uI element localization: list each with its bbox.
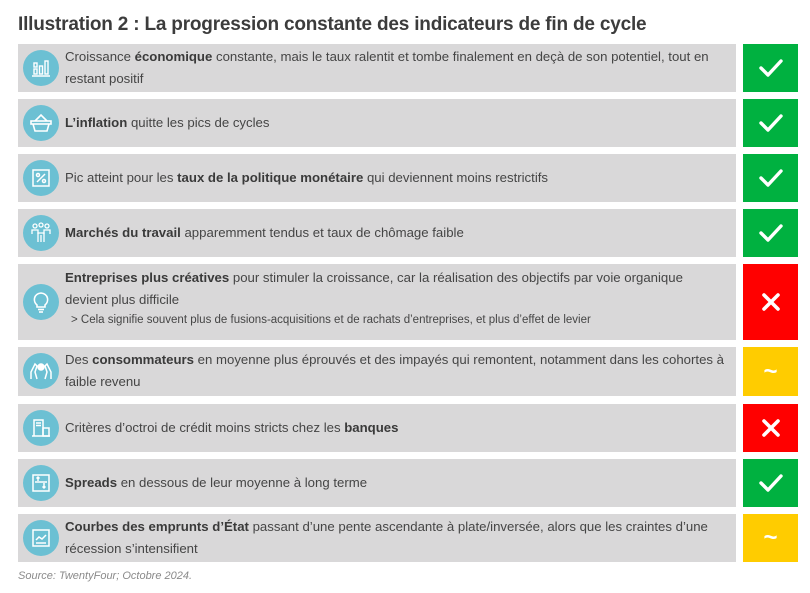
row-panel (18, 347, 736, 396)
status-neutral (743, 347, 798, 396)
row-panel (18, 404, 736, 452)
percent-icon (23, 160, 59, 196)
indicator-row-policy-rates (18, 154, 798, 202)
hands-icon (23, 353, 59, 389)
indicator-row-spreads (18, 459, 798, 507)
row-text: Critères d’octroi de crédit moins stricts chez les banques (65, 420, 399, 435)
status-check (743, 44, 798, 92)
row-panel (18, 44, 736, 92)
status-check (743, 459, 798, 507)
row-text: L’inflation quitte les pics de cycles (65, 115, 270, 130)
row-text: Pic atteint pour les taux de la politique monétaire qui deviennent moins restrictifs (65, 170, 549, 185)
row-text: Marchés du travail apparemment tendus et taux de chômage faible (65, 225, 464, 240)
indicator-row-inflation (18, 99, 798, 147)
indicator-row-govt-curves (18, 514, 798, 562)
row-subtext: > Cela signifie souvent plus de fusions-acquisitions et de rachats d’entreprises, et plus d’effet de levier (71, 314, 591, 326)
row-panel (18, 154, 736, 202)
status-neutral (743, 514, 798, 562)
row-text: Entreprises plus créatives pour stimuler la croissance, car la réalisation des objectifs par voie organique devient plus difficile > Cela signifie souvent plus de fusions-acquisitions et de rachats d’entreprises, et plus d’effet de levier (65, 267, 726, 329)
bar-chart-icon (23, 50, 59, 86)
status-check (743, 209, 798, 257)
status-check (743, 99, 798, 147)
source-note: Source: TwentyFour; Octobre 2024. (18, 570, 193, 582)
people-icon (23, 215, 59, 251)
tilde-icon: ~ (763, 357, 778, 385)
indicator-row-corporates (18, 264, 798, 340)
line-chart-icon (23, 520, 59, 556)
row-text: Des consommateurs en moyenne plus éprouvés et des impayés qui remontent, notamment dans les cohortes à faible revenu (65, 352, 724, 389)
row-panel (18, 209, 736, 257)
basket-icon (23, 105, 59, 141)
page-title: Illustration 2 : La progression constante des indicateurs de fin de cycle (18, 14, 647, 35)
status-cross (743, 404, 798, 452)
indicator-row-growth (18, 44, 798, 92)
row-panel (18, 99, 736, 147)
row-text: Croissance économique constante, mais le taux ralentit et tombe finalement en deçà de son potentiel, tout en restant positif (65, 49, 709, 86)
indicator-row-consumers (18, 347, 798, 396)
bank-icon (23, 410, 59, 446)
status-cross (743, 264, 798, 340)
tilde-icon: ~ (763, 524, 778, 551)
row-panel (18, 514, 736, 562)
indicator-row-labour-market (18, 209, 798, 257)
spread-arrows-icon (23, 465, 59, 501)
row-panel (18, 459, 736, 507)
row-text: Spreads en dessous de leur moyenne à long terme (65, 475, 368, 490)
lightbulb-icon (23, 284, 59, 320)
row-text: Courbes des emprunts d’État passant d’une pente ascendante à plate/inversée, alors que les craintes d’une récession s’intensifient (65, 519, 708, 556)
indicator-row-banks (18, 404, 798, 452)
status-check (743, 154, 798, 202)
row-panel (18, 264, 736, 340)
